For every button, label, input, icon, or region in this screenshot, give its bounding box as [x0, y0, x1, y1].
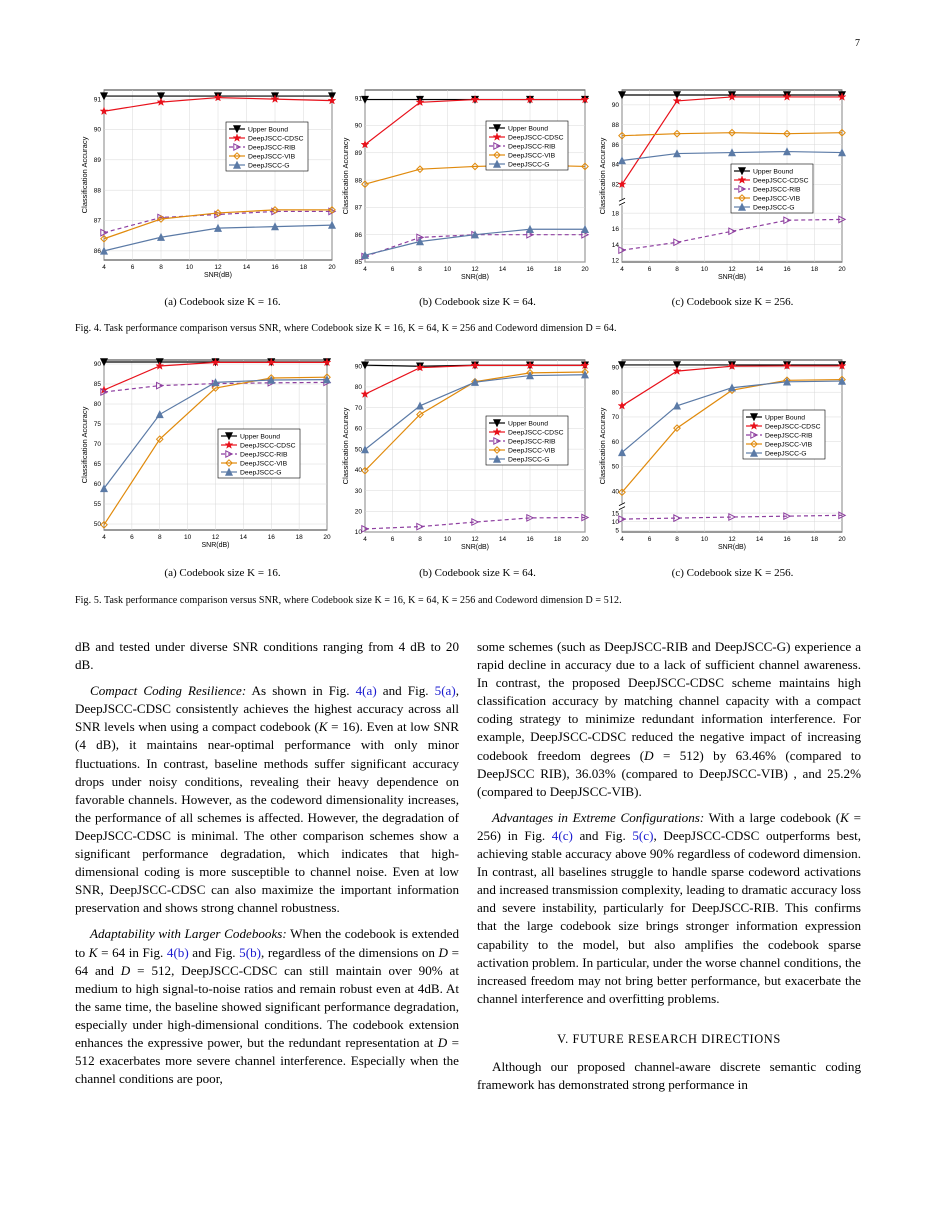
fig5-subcaption-b: (b) Codebook size K = 64. — [419, 567, 536, 579]
x-tick-label: 4 — [363, 266, 367, 273]
x-tick-label: 10 — [184, 534, 192, 541]
section-heading: V. FUTURE RESEARCH DIRECTIONS — [557, 1031, 781, 1046]
x-tick-label: 6 — [647, 536, 652, 543]
legend-label: DeepJSCC-G — [508, 161, 550, 169]
legend-label: DeepJSCC-VIB — [765, 441, 813, 449]
figure-ref-link[interactable]: 5(c) — [632, 827, 654, 843]
x-tick-label: 4 — [363, 536, 367, 543]
x-tick-label: 16 — [267, 534, 275, 541]
x-axis-label: SNR(dB) — [460, 274, 490, 281]
text-run: dB and tested under diverse SNR conditions ranging from 4 dB to 20 dB. — [75, 639, 459, 673]
x-tick-label: 6 — [390, 536, 395, 543]
text-run: = 64 and — [75, 944, 459, 978]
y-tick-label: 82 — [611, 181, 619, 189]
y-axis-label: Classification Accuracy — [598, 407, 607, 485]
x-axis-label: SNR(dB) — [717, 544, 747, 551]
y-tick-label: 91 — [354, 95, 362, 103]
fig4-subcaption-c: (c) Codebook size K = 256. — [671, 296, 794, 308]
x-tick-label: 6 — [130, 534, 134, 541]
legend-label: DeepJSCC-RIB — [508, 438, 556, 446]
x-axis-label: SNR(dB) — [203, 272, 233, 279]
legend-label: DeepJSCC-RIB — [248, 144, 296, 152]
y-tick-label: 20 — [354, 508, 362, 516]
y-tick-label: 89 — [354, 149, 362, 157]
y-tick-label: 10 — [611, 518, 619, 526]
x-tick-label: 16 — [783, 536, 791, 543]
figure-ref-link[interactable]: 5(a) — [434, 683, 456, 699]
x-tick-label: 8 — [418, 266, 422, 273]
y-tick-label: 75 — [93, 421, 101, 429]
y-tick-label: 70 — [611, 414, 619, 422]
y-tick-label: 40 — [354, 467, 362, 475]
y-tick-label: 55 — [93, 501, 101, 509]
x-tick-label: 20 — [328, 264, 336, 271]
fig5-subcaption-c: (c) Codebook size K = 256. — [671, 567, 794, 579]
y-tick-label: 85 — [93, 381, 101, 389]
legend-entry — [221, 469, 282, 477]
text-run: D — [120, 962, 131, 978]
x-tick-label: 14 — [242, 264, 251, 271]
legend-label: Upper Bound — [508, 420, 549, 428]
fig4-b — [338, 85, 598, 290]
text-run: = 256) in Fig. — [477, 809, 861, 843]
text-run: and Fig. — [376, 683, 435, 699]
y-tick-label: 15 — [611, 510, 619, 518]
y-tick-label: 88 — [611, 121, 619, 129]
x-tick-label: 10 — [185, 264, 194, 271]
x-tick-label: 10 — [443, 536, 452, 543]
y-tick-label: 90 — [93, 126, 101, 134]
legend-label: DeepJSCC-CDSC — [753, 177, 809, 185]
y-tick-label: 40 — [611, 488, 619, 496]
text-run: , DeepJSCC-CDSC outperforms best, achieving stable accuracy above 90% regardless of codeword dimension. In contrast, all baselines struggle to handle sparse codeword activations and increased transmission complexity, leading to dramatic accuracy loss and severe instability, particularly for DeepJSCC-RIB. This confirms that the large codebook size brings stronger information expression capability to the model, but also amplifies the codebook sparse activation problem. In particular, under the worse channel conditions, the increased freedom may not bring better performance, but exacerbate the channel interference and overfitting problems. — [477, 827, 861, 1006]
x-tick-label: 4 — [102, 534, 106, 541]
x-tick-label: 8 — [157, 534, 162, 541]
legend-label: DeepJSCC-CDSC — [508, 429, 564, 437]
x-tick-label: 12 — [728, 266, 736, 273]
y-tick-label: 86 — [93, 248, 101, 256]
x-tick-label: 6 — [647, 266, 652, 273]
x-tick-label: 4 — [620, 536, 624, 543]
x-tick-label: 12 — [728, 536, 736, 543]
x-tick-label: 14 — [498, 266, 507, 273]
y-tick-label: 16 — [611, 226, 619, 234]
legend-label: DeepJSCC-VIB — [248, 153, 296, 161]
text-run: Although our proposed channel-aware discrete semantic coding framework has demonstrated strong performance in — [477, 1058, 861, 1093]
x-tick-label: 8 — [418, 536, 422, 543]
text-run: Compact Coding Resilience: — [90, 683, 247, 699]
x-tick-label: 12 — [471, 536, 479, 543]
text-run: When the codebook is extended to — [75, 926, 459, 960]
y-tick-label: 50 — [611, 463, 619, 471]
x-tick-label: 10 — [700, 266, 709, 273]
y-tick-label: 85 — [354, 259, 362, 267]
text-run: , DeepJSCC-CDSC consistently achieves the highest accuracy across all SNR levels when using a compact codebook ( — [75, 683, 460, 735]
y-tick-label: 90 — [354, 122, 362, 130]
x-tick-label: 6 — [130, 264, 135, 271]
x-tick-label: 16 — [526, 266, 534, 273]
y-tick-label: 60 — [611, 438, 619, 446]
figure-ref-link[interactable]: 5(b) — [239, 944, 261, 960]
text-run: = 512, DeepJSCC-CDSC can still maintain over 90% at medium to high signal-to-noise ratios and remain robust even at 4dB. At the same time, the baseline showed significant performance degradation, especially under high-dimensional conditions. The codebook extension enhances the expressive power, but the redundant representation at — [75, 962, 459, 1050]
text-run: some schemes (such as DeepJSCC-RIB and DeepJSCC-G) experience a rapid decline in accuracy due to a lack of sufficient channel awareness. In contrast, the proposed DeepJSCC-CDSC scheme maintains high classification accuracy by matching channel capacity with a compact coding strategy to minimize redundant information interference. For example, DeepJSCC-CDSC reduced the negative impact of increasing codebook freedom degrees ( — [477, 639, 861, 763]
text-run: = 512 exacerbates more severe channel interference. Especially when the channel conditions are poor, — [75, 1034, 459, 1087]
text-run: Adaptability with Larger Codebooks: — [90, 926, 287, 942]
x-tick-label: 20 — [323, 534, 331, 541]
y-tick-label: 60 — [354, 425, 362, 433]
fig5-b — [338, 355, 598, 560]
legend-label: Upper Bound — [240, 433, 281, 441]
y-axis-label: Classification Accuracy — [341, 407, 350, 485]
fig4-c — [595, 85, 855, 290]
legend-label: DeepJSCC-CDSC — [765, 423, 821, 431]
legend-label: DeepJSCC-VIB — [240, 460, 288, 468]
legend-entry — [734, 204, 795, 212]
legend-label: DeepJSCC-G — [753, 204, 795, 212]
y-tick-label: 91 — [93, 96, 101, 104]
fig4-a — [80, 85, 340, 290]
fig5-c — [595, 355, 855, 560]
chart-svg — [338, 355, 598, 560]
y-axis-label: Classification Accuracy — [598, 137, 607, 215]
x-tick-label: 8 — [675, 266, 679, 273]
legend-label: Upper Bound — [248, 126, 289, 134]
paragraph — [477, 809, 861, 1008]
y-axis-label: Classification Accuracy — [80, 406, 89, 484]
text-run: , regardless of the dimensions on — [260, 944, 439, 960]
left-column — [75, 638, 459, 1096]
y-tick-label: 30 — [354, 487, 362, 495]
x-axis-label: SNR(dB) — [717, 274, 747, 281]
y-tick-label: 90 — [93, 361, 101, 369]
legend-label: DeepJSCC-VIB — [508, 447, 556, 455]
y-tick-label: 80 — [93, 401, 101, 409]
legend-label: DeepJSCC-CDSC — [240, 442, 296, 450]
x-tick-label: 10 — [443, 266, 452, 273]
x-tick-label: 8 — [159, 264, 163, 271]
y-tick-label: 87 — [93, 217, 101, 225]
text-run: D — [438, 944, 449, 960]
x-tick-label: 14 — [755, 266, 764, 273]
figure-ref-link[interactable]: 4(a) — [355, 683, 377, 699]
x-tick-label: 16 — [526, 536, 534, 543]
x-tick-label: 14 — [498, 536, 507, 543]
text-run: = 512) by 63.46% (compared to DeepJSCC RIB), 36.03% (compared to DeepJSCC-VIB) , and 25.2% (compared to DeepJSCC-VIB). — [477, 747, 861, 799]
y-tick-label: 10 — [354, 529, 362, 537]
y-tick-label: 86 — [354, 231, 362, 239]
fig4-subcaption-b: (b) Codebook size K = 64. — [419, 296, 536, 308]
chart-svg — [80, 85, 340, 290]
y-tick-label: 70 — [93, 441, 101, 449]
paragraph — [75, 638, 459, 674]
legend-label: DeepJSCC-RIB — [240, 451, 288, 459]
y-tick-label: 80 — [611, 389, 619, 397]
y-axis-label: Classification Accuracy — [80, 136, 89, 214]
x-tick-label: 4 — [620, 266, 624, 273]
legend-entry — [229, 162, 290, 170]
y-tick-label: 50 — [354, 446, 362, 454]
y-tick-label: 80 — [354, 384, 362, 392]
y-tick-label: 14 — [611, 241, 619, 249]
chart-svg — [595, 355, 855, 560]
y-tick-label: 60 — [93, 481, 101, 489]
legend-label: DeepJSCC-G — [248, 162, 290, 170]
x-tick-label: 18 — [553, 536, 562, 543]
legend-label: DeepJSCC-VIB — [753, 195, 801, 203]
fig5-a — [80, 355, 340, 560]
x-tick-label: 18 — [810, 536, 819, 543]
y-tick-label: 18 — [611, 210, 619, 218]
text-run: D — [437, 1034, 448, 1050]
x-tick-label: 10 — [700, 536, 709, 543]
legend-entry — [489, 161, 550, 169]
x-tick-label: 6 — [390, 266, 395, 273]
paragraph — [477, 638, 861, 801]
y-tick-label: 88 — [354, 177, 362, 185]
right-column — [477, 638, 861, 1102]
legend-entry — [489, 456, 550, 464]
x-tick-label: 16 — [783, 266, 791, 273]
fig4-subcaption-a: (a) Codebook size K = 16. — [164, 296, 281, 308]
legend-label: DeepJSCC-RIB — [753, 186, 801, 194]
x-tick-label: 20 — [581, 266, 589, 273]
legend-label: DeepJSCC-G — [508, 456, 550, 464]
y-axis-label: Classification Accuracy — [341, 137, 350, 215]
figure-ref-link[interactable]: 4(c) — [551, 827, 573, 843]
legend-label: Upper Bound — [765, 414, 806, 422]
x-tick-label: 18 — [299, 264, 308, 271]
y-tick-label: 70 — [354, 404, 362, 412]
x-tick-label: 20 — [838, 536, 846, 543]
text-run: and Fig. — [572, 827, 633, 843]
x-tick-label: 14 — [755, 536, 764, 543]
text-run: = 16). Even at low SNR (4 dB), it maintains near-optimal performance with only minor fluctuations. In contrast, baseline methods suffer significant accuracy drops under noisy conditions, revealing their heavy dependence on favorable channels. However, as the codeword dimensionality increases, the performance of all schemes is affected. However, the degradation of DeepJSCC-CDSC is minimal. The other comparison schemes show a significant performance degradation, which indicates that high-dimensional coding is more susceptible to channel noise. Even at low SNR, DeepJSCC-CDSC can also maximize the important information preservation and shows strong channel robustness. — [75, 719, 460, 916]
legend-label: DeepJSCC-RIB — [765, 432, 813, 440]
chart-svg — [80, 355, 340, 560]
text-run: Advantages in Extreme Configurations: — [492, 809, 705, 825]
fig5-caption: Fig. 5. Task performance comparison versus SNR, where Codebook size K = 16, K = 64, K = 256 and Codeword dimension D = 512. — [75, 595, 622, 606]
page-number: 7 — [855, 38, 860, 49]
x-axis-label: SNR(dB) — [460, 544, 490, 551]
chart-svg — [338, 85, 598, 290]
y-tick-label: 50 — [93, 521, 101, 529]
legend-label: DeepJSCC-G — [240, 469, 282, 477]
text-run: D — [644, 747, 654, 763]
text-run: As shown in Fig. — [246, 683, 356, 699]
fig4-caption: Fig. 4. Task performance comparison versus SNR, where Codebook size K = 16, K = 64, K = 256 and Codeword dimension D = 64. — [75, 323, 617, 334]
y-tick-label: 87 — [354, 204, 362, 212]
y-tick-label: 90 — [611, 102, 619, 110]
x-tick-label: 12 — [471, 266, 479, 273]
y-tick-label: 90 — [354, 363, 362, 371]
x-tick-label: 18 — [553, 266, 562, 273]
y-tick-label: 65 — [93, 461, 101, 469]
paragraph — [75, 925, 459, 1088]
paragraph — [477, 1058, 861, 1094]
legend-label: DeepJSCC-CDSC — [248, 135, 304, 143]
x-tick-label: 12 — [211, 534, 220, 541]
figure-ref-link[interactable]: 4(b) — [166, 944, 189, 960]
y-tick-label: 88 — [93, 187, 101, 195]
y-tick-label: 84 — [611, 161, 619, 169]
x-tick-label: 20 — [838, 266, 846, 273]
y-tick-label: 90 — [611, 364, 619, 372]
chart-svg — [595, 85, 855, 290]
text-run: K — [88, 944, 98, 960]
legend-entry — [746, 450, 807, 458]
text-run: K — [318, 719, 328, 735]
y-tick-label: 5 — [615, 527, 619, 535]
x-tick-label: 20 — [581, 536, 589, 543]
legend-label: DeepJSCC-VIB — [508, 152, 556, 160]
x-tick-label: 16 — [271, 264, 279, 271]
x-tick-label: 4 — [102, 264, 106, 271]
legend-label: DeepJSCC-G — [765, 450, 807, 458]
x-axis-label: SNR(dB) — [201, 542, 230, 549]
y-tick-label: 12 — [611, 257, 619, 265]
y-tick-label: 89 — [93, 157, 101, 165]
text-run: K — [840, 809, 849, 825]
x-tick-label: 18 — [810, 266, 819, 273]
legend-label: DeepJSCC-CDSC — [508, 134, 564, 142]
x-tick-label: 8 — [675, 536, 679, 543]
x-tick-label: 12 — [214, 264, 222, 271]
text-run: = 64 in Fig. — [97, 944, 167, 960]
text-run: and Fig. — [188, 944, 240, 960]
fig5-subcaption-a: (a) Codebook size K = 16. — [164, 567, 281, 579]
x-tick-label: 14 — [239, 534, 247, 541]
x-tick-label: 18 — [295, 534, 303, 541]
paragraph — [75, 682, 459, 917]
legend-label: Upper Bound — [753, 168, 794, 176]
legend-label: DeepJSCC-RIB — [508, 143, 556, 151]
y-tick-label: 86 — [611, 141, 619, 149]
text-run: With a large codebook ( — [704, 809, 841, 825]
legend-label: Upper Bound — [508, 125, 549, 133]
